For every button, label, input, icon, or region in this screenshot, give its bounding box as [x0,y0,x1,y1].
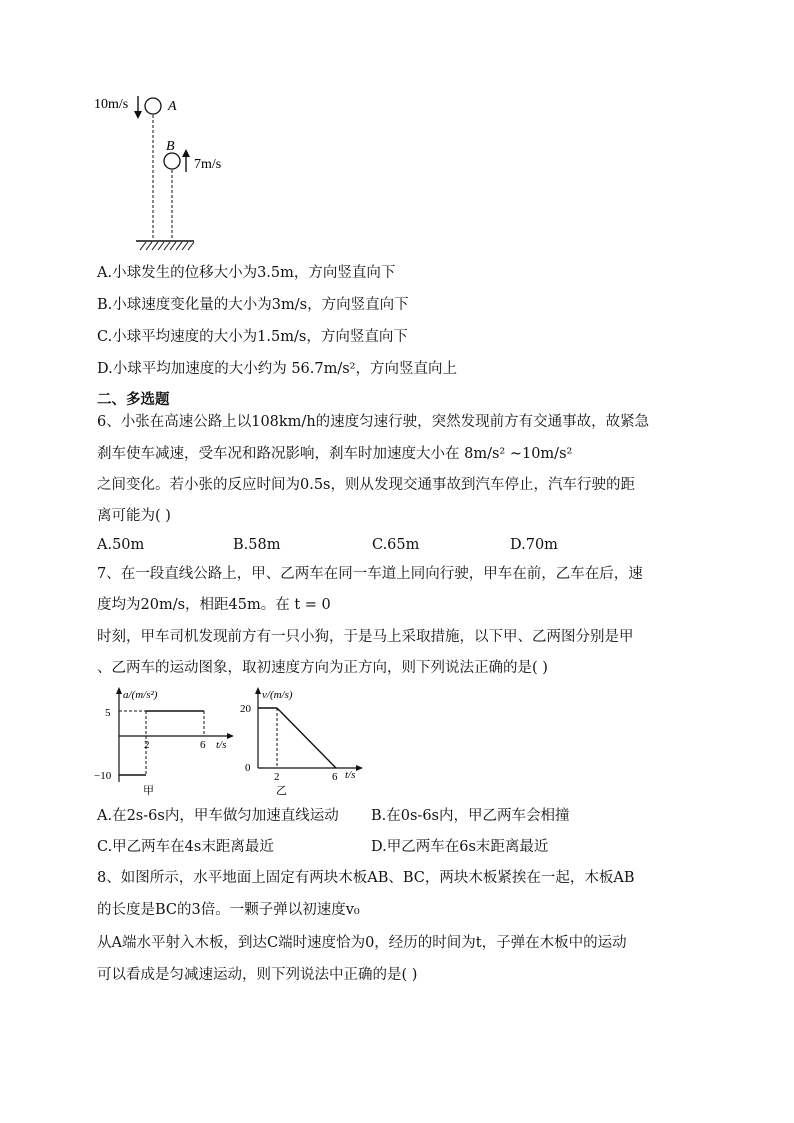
q7-option-b: B.在0s-6s内，甲乙两车会相撞 [371,808,570,824]
graph-jia [92,686,242,801]
yi-x-arrow [356,765,363,771]
q5-option-a: A.小球发生的位移大小为3.5m，方向竖直向下 [97,265,396,281]
q6-line-4: 离可能为( ) [97,508,171,524]
q5-option-b: B.小球速度变化量的大小为3m/s，方向竖直向下 [97,297,409,313]
ball-b [164,153,180,169]
q5-option-c: C.小球平均速度的大小为1.5m/s，方向竖直向下 [97,329,408,345]
q8-line-4: 可以看成是匀减速运动，则下列说法中正确的是( ) [97,967,418,983]
q6-line-1: 6、小张在高速公路上以108km/h的速度匀速行驶，突然发现前方有交通事故，故紧急 [97,414,650,430]
yi-ytick-0: 0 [245,762,251,774]
q6-option-d: D.70m [510,537,558,553]
q5-option-d: D.小球平均加速度的大小约为 56.7m/s²，方向竖直向上 [97,361,457,377]
q6-line-2: 刹车使车减速，受车况和路况影响，刹车时加速度大小在 8m/s² ~10m/s² [97,446,573,462]
jia-xtick-2: 2 [144,739,150,751]
jia-xlabel: t/s [216,739,227,751]
speed-a-label: 10m/s [94,97,129,112]
jia-y-arrow [116,687,122,694]
balls-figure [90,88,240,258]
q7-line-3: 时刻，甲车司机发现前方有一只小狗，于是马上采取措施，以下甲、乙两图分别是甲 [97,629,634,645]
speed-b-label: 7m/s [194,157,222,172]
arrow-up-b-head [182,149,190,157]
ground-hatch [140,242,194,250]
ball-a-label: A [168,99,177,114]
jia-caption: 甲 [143,785,154,797]
yi-xtick-2: 2 [274,771,280,783]
jia-ylabel: a/(m/s²) [123,689,158,701]
jia-xtick-6: 6 [200,739,206,751]
graph-yi [233,686,373,801]
q6-option-c: C.65m [372,537,420,553]
yi-xtick-6: 6 [332,771,338,783]
yi-xlabel: t/s [345,769,356,781]
jia-ytick-neg10: −10 [94,770,112,782]
section-title: 二、多选题 [97,392,170,408]
yi-caption: 乙 [276,785,287,797]
q6-option-b: B.58m [233,537,281,553]
q6-line-3: 之间变化。若小张的反应时间为0.5s，则从发现交通事故到汽车停止，汽车行驶的距 [97,477,635,493]
yi-ytick-20: 20 [240,703,251,715]
ball-a [145,98,161,114]
jia-ytick-5: 5 [105,707,111,719]
q7-option-d: D.甲乙两车在6s末距离最近 [371,839,549,855]
q8-line-1: 8、如图所示，水平地面上固定有两块木板AB、BC，两块木板紧挨在一起，木板AB [97,870,635,886]
q7-option-a: A.在2s-6s内，甲车做匀加速直线运动 [97,808,339,824]
q7-line-2: 度均为20m/s，相距45m。在 t = 0 [97,597,331,613]
q7-line-4: 、乙两车的运动图象，取初速度方向为正方向，则下列说法正确的是( ) [97,660,548,676]
q7-option-c: C.甲乙两车在4s末距离最近 [97,839,274,855]
q6-option-a: A.50m [97,537,145,553]
q8-line-3: 从A端水平射入木板，到达C端时速度恰为0，经历的时间为t，子弹在木板中的运动 [97,935,627,951]
ball-b-label: B [166,139,175,154]
q8-line-2: 的长度是BC的3倍。一颗子弹以初速度v₀ [97,902,360,918]
yi-y-arrow [255,687,261,694]
q7-line-1: 7、在一段直线公路上，甲、乙两车在同一车道上同向行驶，甲车在前，乙车在后，速 [97,566,643,582]
arrow-down-a-head [134,111,142,119]
yi-segment-decline [277,708,336,768]
yi-ylabel: v/(m/s) [262,689,293,701]
